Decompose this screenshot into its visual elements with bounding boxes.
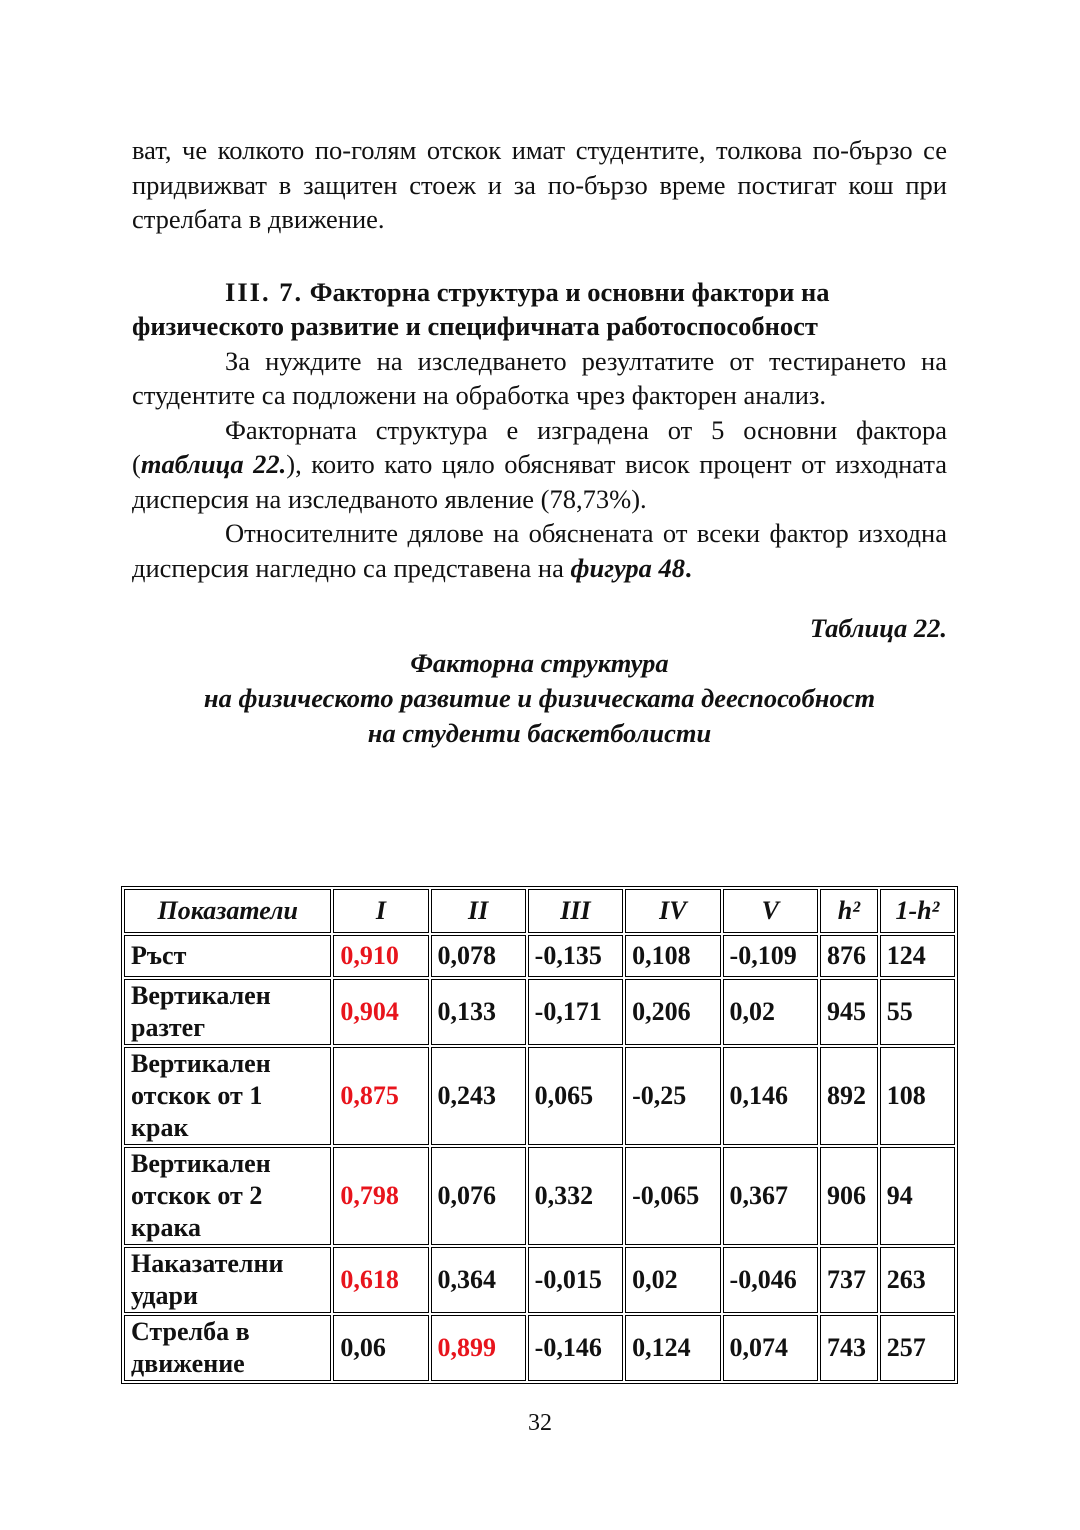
table-cell: 892 xyxy=(820,1047,878,1145)
table-cell: 0,618 xyxy=(333,1247,428,1313)
section-heading xyxy=(132,275,947,344)
paragraph-2: Факторната структура е изградена от 5 основни фактора (таблица 22.), които като цяло обясняват висок процент от изходната дисперсия на изследваното явление (78,73%). xyxy=(132,414,947,514)
paragraph-3: Относителните дялове на обяснената от всеки фактор изходна дисперсия нагледно са представена на фигура 48. xyxy=(132,518,947,583)
intro-paragraph: ват, че колкото по-голям отскок имат студентите, толкова по-бързо се придвижват в защитен стоеж и за по-бързо време постигат кош при стрелбата в движение. xyxy=(132,135,947,234)
table-cell: 263 xyxy=(880,1247,955,1313)
table-cell: 0,074 xyxy=(723,1315,818,1381)
indicator-name: Наказателни удари xyxy=(124,1247,331,1313)
table-cell: 0,332 xyxy=(528,1147,623,1245)
table-cell: -0,015 xyxy=(528,1247,623,1313)
table-body xyxy=(124,935,955,1381)
table-cell: -0,065 xyxy=(625,1147,720,1245)
table-cell: 0,875 xyxy=(333,1047,428,1145)
table-cell: -0,171 xyxy=(528,979,623,1045)
table-cell: -0,135 xyxy=(528,935,623,977)
table-cell: 0,133 xyxy=(431,979,526,1045)
page-number: 32 xyxy=(528,1410,552,1436)
indicator-name: Вертикален отскок от 2 крака xyxy=(124,1147,331,1245)
table-cell: 55 xyxy=(880,979,955,1045)
paragraph-1: За нуждите на изследването резултатите от тестирането на студентите са подложени на обработка чрез факторен анализ. xyxy=(132,345,947,410)
section-title: Факторна структура и основни фактори на физическото развитие и специфичната работоспособност xyxy=(132,276,830,341)
table-row xyxy=(124,935,955,977)
table-cell: 0,076 xyxy=(431,1147,526,1245)
table-cell: 108 xyxy=(880,1047,955,1145)
table-reference: таблица 22. xyxy=(140,449,287,479)
table-cell: 0,798 xyxy=(333,1147,428,1245)
indicator-name: Ръст xyxy=(124,935,331,977)
page-body xyxy=(132,133,947,751)
table-row xyxy=(124,1047,955,1145)
table-cell: 0,910 xyxy=(333,935,428,977)
header-factor-2: II xyxy=(431,889,526,933)
table-number: Таблица 22. xyxy=(809,613,947,643)
header-factor-3: III xyxy=(528,889,623,933)
table-row xyxy=(124,979,955,1045)
table-caption-line-2: на физическото развитие и физическата дееспособност xyxy=(203,683,876,713)
table-cell: 124 xyxy=(880,935,955,977)
table-cell: -0,146 xyxy=(528,1315,623,1381)
table-cell: 0,124 xyxy=(625,1315,720,1381)
table-cell: 0,065 xyxy=(528,1047,623,1145)
table-row xyxy=(124,1315,955,1381)
indicator-name: Стрелба в движение xyxy=(124,1315,331,1381)
table-caption xyxy=(132,646,947,751)
indicator-name: Вертикален разтег xyxy=(124,979,331,1045)
table-cell: 906 xyxy=(820,1147,878,1245)
header-1-h2: 1-h² xyxy=(880,889,955,933)
table-header-row xyxy=(124,889,955,933)
table-cell: 0,364 xyxy=(431,1247,526,1313)
table-row xyxy=(124,1247,955,1313)
table-cell: 257 xyxy=(880,1315,955,1381)
table-cell: 737 xyxy=(820,1247,878,1313)
table-row xyxy=(124,1147,955,1245)
table-cell: -0,109 xyxy=(723,935,818,977)
header-factor-5: V xyxy=(723,889,818,933)
table-cell: 0,06 xyxy=(333,1315,428,1381)
table-cell: 0,206 xyxy=(625,979,720,1045)
header-h2: h² xyxy=(820,889,878,933)
table-cell: 94 xyxy=(880,1147,955,1245)
table-cell: -0,25 xyxy=(625,1047,720,1145)
table-cell: 0,02 xyxy=(723,979,818,1045)
table-cell: 0,108 xyxy=(625,935,720,977)
table-cell: 945 xyxy=(820,979,878,1045)
indicator-name: Вертикален отскок от 1 крак xyxy=(124,1047,331,1145)
table-cell: 0,367 xyxy=(723,1147,818,1245)
table-caption-line-1: Факторна структура xyxy=(410,648,669,678)
table-cell: 0,899 xyxy=(431,1315,526,1381)
table-caption-line-3: на студенти баскетболисти xyxy=(367,718,712,748)
figure-reference: фигура 48 xyxy=(570,552,686,583)
section-number: III. 7. xyxy=(225,276,304,307)
table-cell: 0,02 xyxy=(625,1247,720,1313)
header-indicators: Показатели xyxy=(124,889,331,933)
table-cell: -0,046 xyxy=(723,1247,818,1313)
table-cell: 876 xyxy=(820,935,878,977)
factor-table xyxy=(121,886,958,1384)
header-factor-1: I xyxy=(333,889,428,933)
table-cell: 0,904 xyxy=(333,979,428,1045)
table-cell: 0,078 xyxy=(431,935,526,977)
table-cell: 0,146 xyxy=(723,1047,818,1145)
table-cell: 0,243 xyxy=(431,1047,526,1145)
table-cell: 743 xyxy=(820,1315,878,1381)
header-factor-4: IV xyxy=(625,889,720,933)
